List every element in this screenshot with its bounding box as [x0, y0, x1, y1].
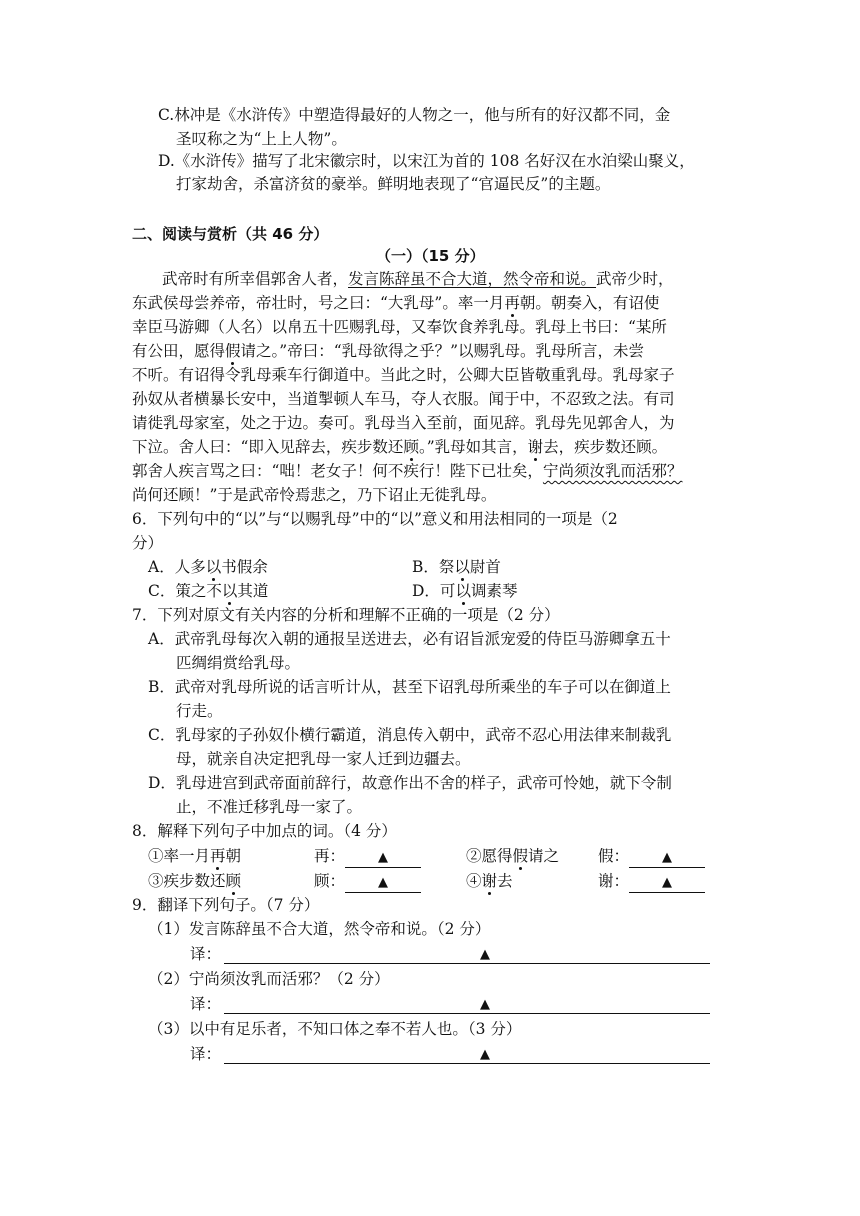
passage-line-4: [132, 340, 644, 362]
q8-answer-2[interactable]: [598, 845, 705, 868]
passage-text: 朝。朝奏入，有诏使: [519, 294, 660, 312]
q9-sentence-3: （3）以中有足乐者，不知口体之奉不若人也。（3 分）: [148, 1020, 522, 1038]
passage-text: 去，疾步数还顾。: [543, 438, 668, 456]
q6-option-b: B．祭以尉首: [412, 558, 501, 576]
q8-item-3: ③疾步数还顾: [148, 872, 242, 890]
q7-option-a-line1: A．武帝乳母每次入朝的通报呈送进去，必有诏旨派宠爱的侍臣马游卿拿五十: [148, 630, 671, 648]
passage-line-5: 不听。有诏得令乳母乘车行御道中。当此之时，公卿大臣皆敬重乳母。乳母家子: [132, 366, 675, 384]
option-d-line2: 打家劫舍，杀富济贫的豪举。鲜明地表现了“官逼民反”的主题。: [176, 175, 611, 193]
q6-stem-line1: 6．下列句中的“以”与“以赐乳母”中的“以”意义和用法相同的一项是（2: [132, 510, 618, 528]
q9-yi-label-2: 译：: [190, 995, 222, 1013]
q8-word-label: 顾：: [314, 872, 346, 890]
dotted-word: 谢: [527, 438, 544, 456]
q8-word-label: 再：: [314, 847, 346, 865]
passage-text: 武帝少时，: [596, 270, 674, 288]
passage-text: 请之。”帝曰：“乳母欲得之乎？”以赐乳母。乳母所言，未尝: [240, 342, 645, 360]
q7-option-b-line1: B．武帝对乳母所说的话言听计从，甚至下诏乳母所乘坐的车子可以在御道上: [148, 678, 671, 696]
q9-answer-line-2[interactable]: [224, 1013, 710, 1014]
passage-line-1: [162, 268, 674, 290]
q7-option-c-line2: 母，就亲自决定把乳母一家人迁到边疆去。: [176, 750, 471, 768]
option-c-line2: 圣叹称之为“上上人物”。: [176, 130, 347, 148]
answer-blank[interactable]: ▲: [345, 849, 421, 868]
answer-blank[interactable]: ▲: [345, 874, 421, 893]
answer-blank[interactable]: ▲: [629, 849, 705, 868]
passage-line-7: 请徙乳母家室，处之于边。奏可。乳母当入至前，面见辞。乳母先见郭舍人，为: [132, 414, 675, 432]
section-title: 二、阅读与赏析（共 46 分）: [132, 225, 329, 243]
q8-word-label: 谢：: [598, 872, 630, 890]
q6-option-a: A．人多以书假余: [148, 558, 268, 576]
wavy-underlined-sentence: 宁尚须汝乳而活邪？: [542, 462, 683, 480]
section-subtitle: （一）（15 分）: [376, 247, 485, 265]
q8-stem: 8．解释下列句子中加点的词。（4 分）: [132, 822, 397, 840]
dotted-word: 假: [225, 342, 241, 360]
q7-option-d-line1: D．乳母进宫到武帝面前辞行，故意作出不舍的样子，武帝可怜她，就下令制: [148, 774, 672, 792]
answer-marker: ▲: [480, 1047, 490, 1062]
passage-line-3: 幸臣马游卿（人名）以帛五十匹赐乳母，又奉饮食养乳母。乳母上书曰：“某所: [132, 318, 667, 336]
q7-option-b-line2: 行走。: [176, 702, 223, 720]
underlined-sentence: 发言陈辞虽不合大道，然令帝和说。: [348, 270, 597, 288]
q8-answer-4[interactable]: [598, 870, 705, 893]
q6-option-c: C．策之不以其道: [148, 582, 269, 600]
q9-sentence-2: （2）宁尚须汝乳而活邪？（2 分）: [148, 970, 390, 988]
q9-answer-line-1[interactable]: [224, 963, 710, 964]
q6-stem-line2: 分）: [132, 534, 164, 552]
passage-line-8: [132, 436, 667, 458]
q7-option-a-line2: 匹绸绢赏给乳母。: [176, 654, 301, 672]
passage-line-6: 孙奴从者横暴长安中，当道掣顿人车马，夺人衣服。闻于中，不忍致之法。有司: [132, 390, 675, 408]
q9-yi-label-3: 译：: [190, 1045, 222, 1063]
passage-line-9: [132, 460, 682, 482]
q8-item-1: ①率一月再朝: [148, 847, 242, 865]
passage-text: 有公田，愿得: [132, 342, 226, 360]
q8-answer-1[interactable]: [314, 845, 421, 868]
q8-item-2: ②愿得假请之: [466, 847, 560, 865]
option-d-line1: D.《水浒传》描写了北宋徽宗时，以宋江为首的 108 名好汉在水泊梁山聚义，: [158, 152, 695, 170]
passage-text: 下泣。舍人曰：“即入见辞去，疾步数还: [132, 438, 404, 456]
passage-line-10: 尚何还顾！”于是武帝怜焉悲之，乃下诏止无徙乳母。: [132, 486, 497, 504]
answer-blank[interactable]: ▲: [629, 874, 705, 893]
q9-stem: 9．翻译下列句子。（7 分）: [132, 896, 320, 914]
passage-line-2: [132, 292, 659, 314]
dotted-word: 顾: [403, 438, 419, 456]
q8-word-label: 假：: [598, 847, 630, 865]
passage-text: 。”乳母如其言，: [418, 438, 528, 456]
q9-yi-label-1: 译：: [190, 945, 222, 963]
answer-marker: ▲: [480, 947, 490, 962]
option-c-line1: C.林冲是《水浒传》中塑造得最好的人物之一，他与所有的好汉都不同，金: [158, 106, 671, 124]
q6-option-d: D．可以调素琴: [412, 582, 518, 600]
q9-sentence-1: （1）发言陈辞虽不合大道，然令帝和说。（2 分）: [148, 920, 491, 938]
q7-stem: 7．下列对原文有关内容的分析和理解不正确的一项是（2 分）: [132, 606, 560, 624]
q9-answer-line-3[interactable]: [224, 1063, 710, 1064]
passage-text: 郭舍人疾言骂之曰：“咄！老女子！何不疾行！陛下已壮矣，: [132, 462, 543, 480]
answer-marker: ▲: [480, 997, 490, 1012]
q7-option-c-line1: C．乳母家的子孙奴仆横行霸道，消息传入朝中，武帝不忍心用法律来制裁乳: [148, 726, 672, 744]
q7-option-d-line2: 止，不准迁移乳母一家了。: [176, 798, 363, 816]
passage-text: 武帝时有所幸倡郭舍人者，: [162, 270, 349, 288]
passage-text: 东武侯母尝养帝，帝壮时，号之曰：“大乳母”。率一月: [132, 294, 505, 312]
q8-answer-3[interactable]: [314, 870, 421, 893]
q8-item-4: ④谢去: [466, 872, 513, 890]
dotted-word: 再: [504, 294, 520, 312]
